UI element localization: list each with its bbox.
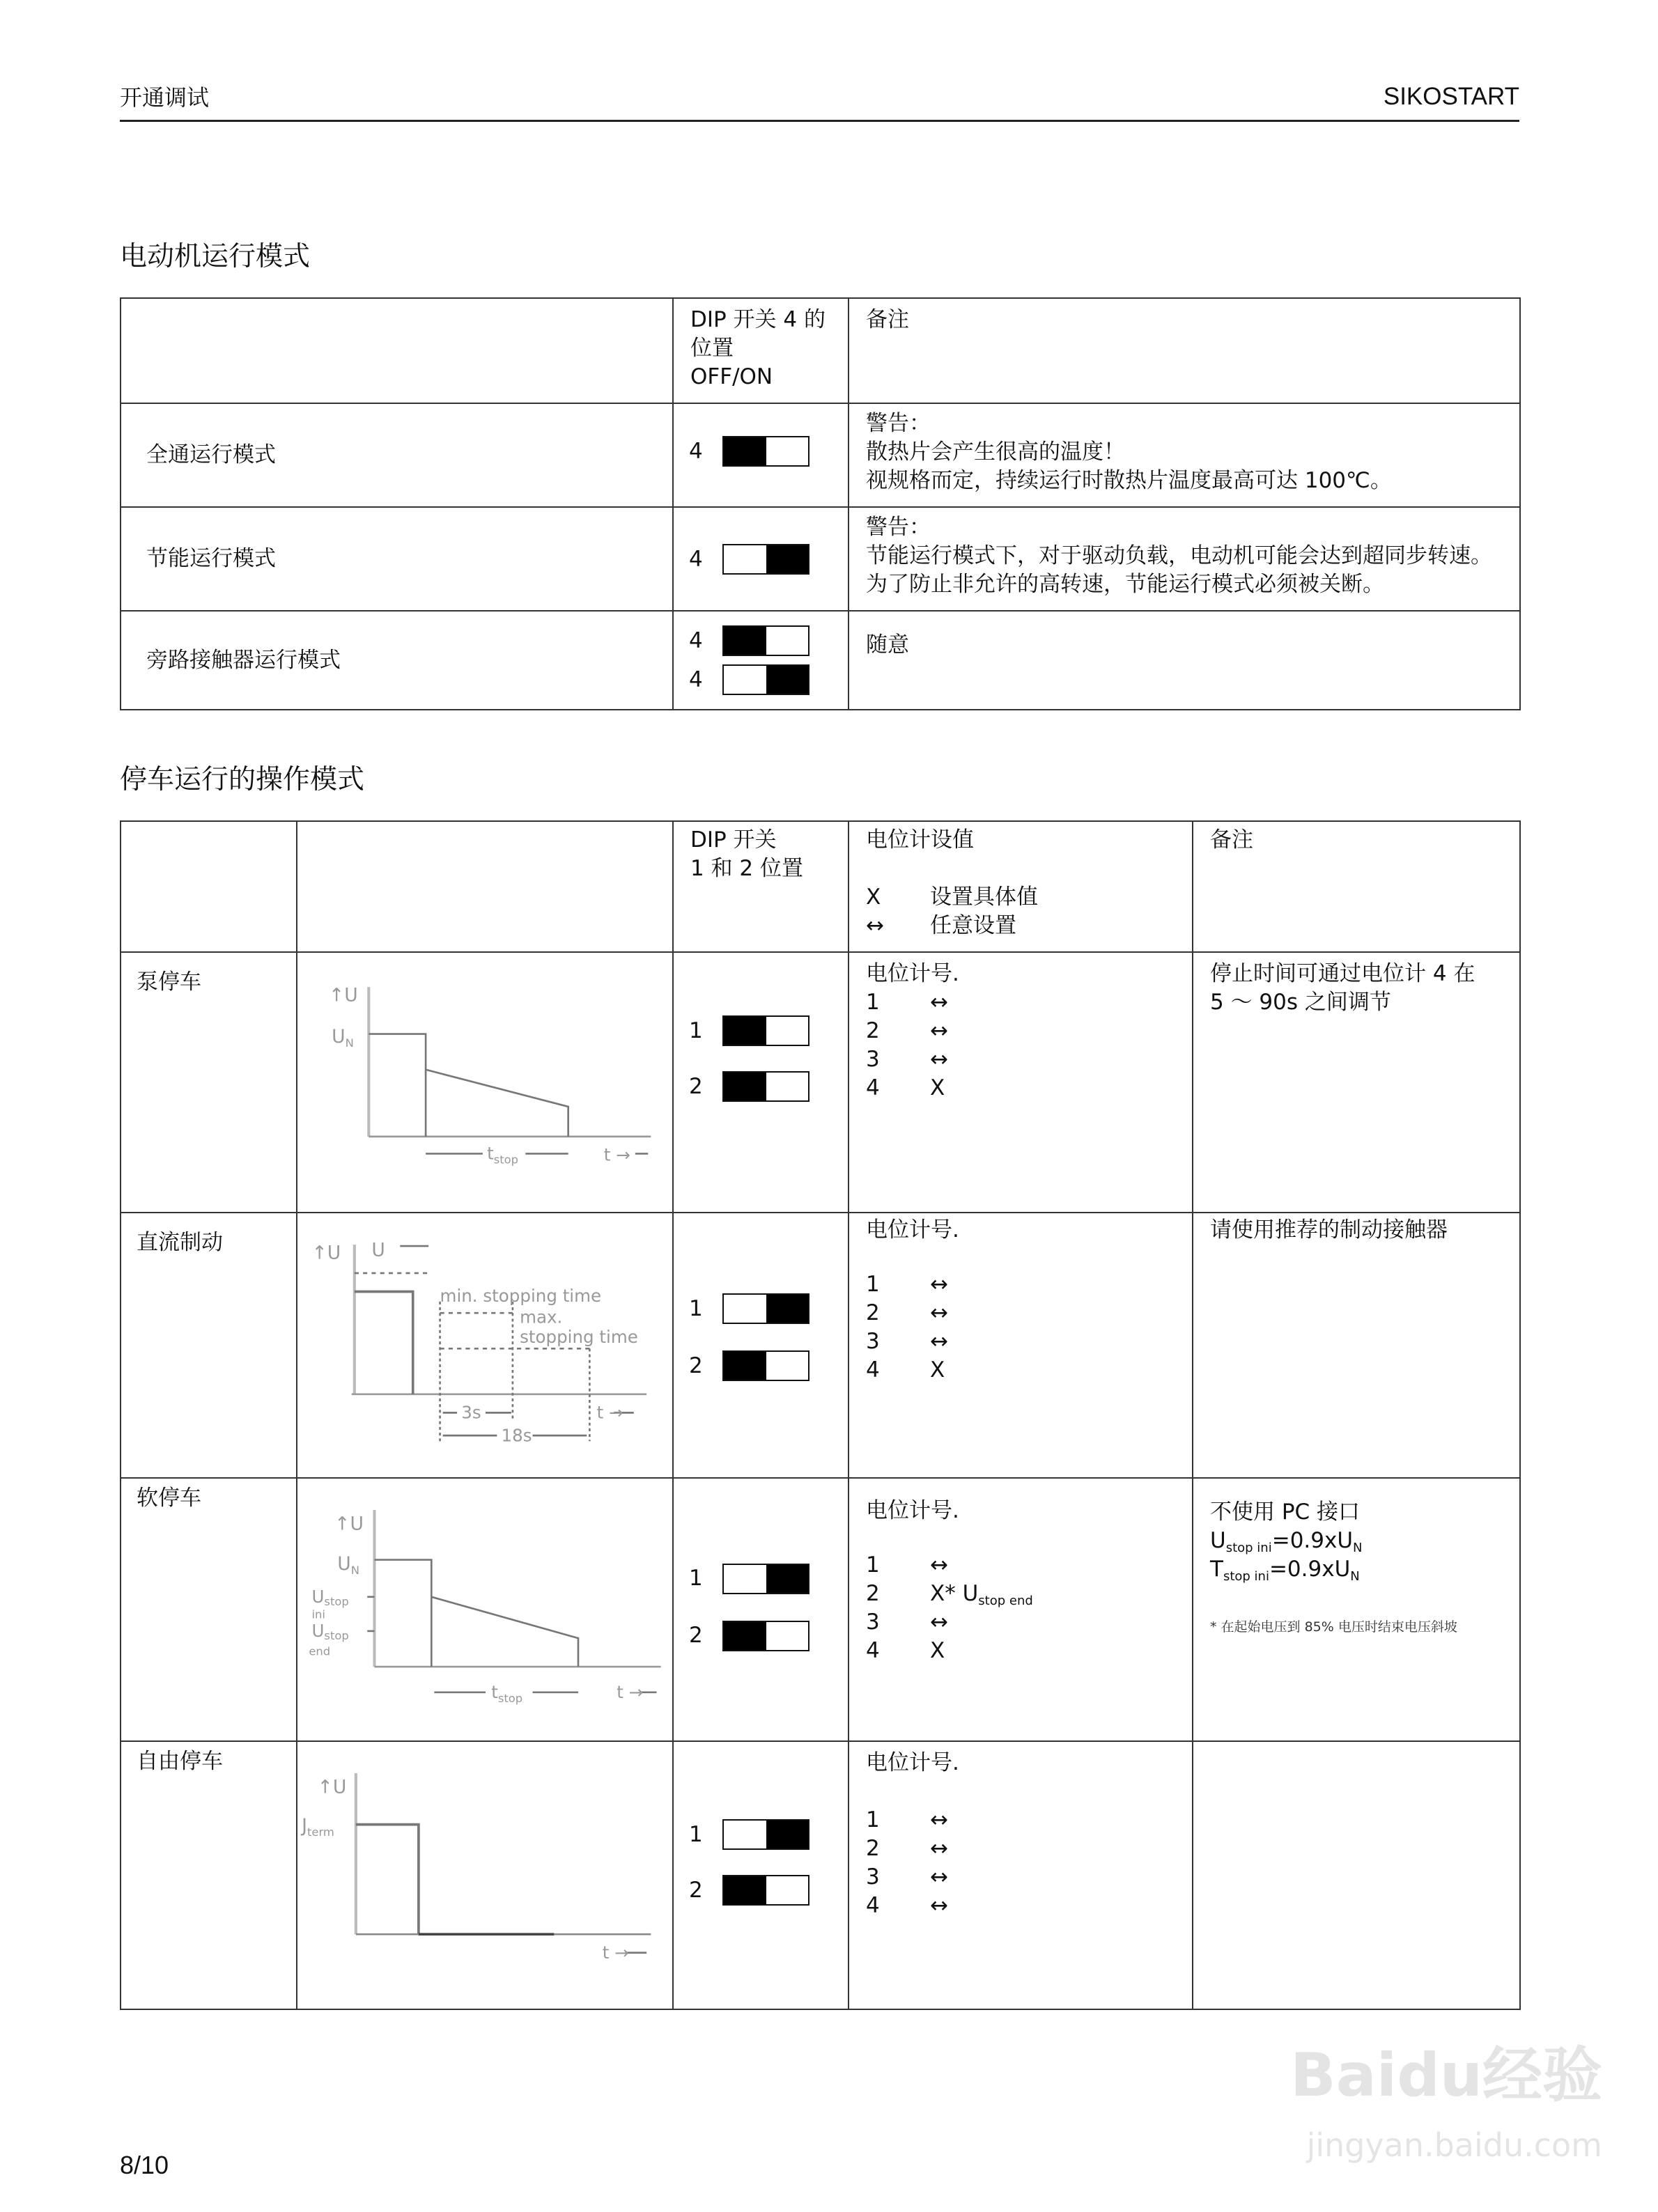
switch-number: 1 [689, 1566, 703, 1591]
pot-header: 电位计号. [866, 961, 959, 986]
switch-number: 1 [689, 1821, 703, 1847]
pot-item: 4 X [866, 1637, 945, 1663]
pot-cell [849, 1741, 1193, 2009]
switch-number: 2 [689, 1623, 703, 1649]
dip-header-line: 位置 [690, 336, 734, 361]
pot-item: 2 ↔ [866, 1300, 948, 1326]
axis-u-label: ↑U [311, 1242, 341, 1264]
pot-item: 3 ↔ [866, 1329, 948, 1355]
pot-item: 1 ↔ [866, 1552, 948, 1578]
dip-cell [673, 507, 849, 611]
mode-label: 节能运行模式 [121, 507, 673, 611]
free-stop-diagram [297, 1742, 672, 2009]
stop-mode-table [120, 820, 1521, 2010]
table-header-row [121, 821, 1520, 952]
dip-switch-1 [689, 1015, 809, 1046]
mode-label: 直流制动 [121, 1213, 297, 1477]
dip-cell [673, 403, 849, 507]
remark-header: 备注 [1193, 821, 1520, 952]
min-stopping-time-label: min. stopping time [440, 1286, 602, 1307]
header-divider [120, 120, 1519, 122]
remark-line: 散热片会产生很高的温度！ [866, 439, 1125, 465]
table-row [121, 1478, 1520, 1741]
legend-text: 设置具体值 [930, 885, 1038, 910]
remark-cell [849, 611, 1520, 710]
switch-number: 4 [689, 546, 703, 572]
pot-item: 2 ↔ [866, 1836, 948, 1862]
switch-number: 2 [689, 1877, 703, 1903]
header-chapter: 开通调试 [120, 84, 210, 111]
legend-item [866, 883, 1175, 912]
dip-switch-1 [689, 1293, 809, 1324]
dip-switch-1 [689, 1564, 809, 1594]
table-row [121, 611, 1520, 710]
dip-switch-2 [689, 1875, 809, 1906]
pump-stop-diagram [297, 953, 672, 1212]
remark-cell [849, 507, 1520, 611]
pot-item: 1 ↔ [866, 1272, 948, 1298]
ustop-ini-formula: $U_{stop ini}=0.9xU_N$ [1210, 1527, 1363, 1555]
table-header-row [121, 298, 1520, 403]
remark-line: 视规格而定，持续运行时散热片温度最高可达 100℃。 [866, 468, 1392, 493]
empty-cell [121, 821, 297, 952]
ustop-ini-label: Ustop [311, 1586, 349, 1608]
dip-header-line: OFF/ON [690, 364, 773, 389]
diagram-cell [297, 1213, 673, 1477]
pot-cell [849, 1213, 1193, 1477]
switch-number: 4 [689, 438, 703, 464]
legend-symbol: ↔ [866, 913, 884, 938]
table-row [121, 952, 1520, 1213]
pot-cell [849, 952, 1193, 1213]
diagram-cell [297, 1478, 673, 1741]
remark-cell [1193, 1213, 1520, 1477]
u-label: U [371, 1239, 385, 1261]
dip-switch [689, 625, 809, 656]
switch-number: 2 [689, 1353, 703, 1378]
pot-item: 2 X* $U_{stop end}$ [866, 1580, 1033, 1608]
pot-item: 3 ↔ [866, 1047, 948, 1072]
table-row [121, 1741, 1520, 2009]
dip-header [673, 298, 849, 403]
dip-cell [673, 1478, 849, 1741]
table-row [121, 1213, 1520, 1477]
remark-cell [1193, 1741, 1520, 2009]
remark-cell [849, 403, 1520, 507]
un-label: $U_N$ [332, 1025, 354, 1050]
pot-item: 4 ↔ [866, 1893, 948, 1919]
dip-header-line: DIP 开关 [690, 827, 777, 852]
mode-label: 旁路接触器运行模式 [121, 611, 673, 710]
remark-line: 停止时间可通过电位计 4 在 [1210, 961, 1475, 986]
switch-number: 4 [689, 667, 703, 692]
mode-label: 自由停车 [121, 1741, 297, 2009]
switch-number: 1 [689, 1295, 703, 1321]
pot-item: 3 ↔ [866, 1864, 948, 1890]
pot-item: 1 ↔ [866, 990, 948, 1015]
empty-cell [121, 298, 673, 403]
dip-switch [689, 664, 809, 695]
empty-cell [297, 821, 673, 952]
un-label: $U_N$ [337, 1552, 359, 1577]
section2-title: 停车运行的操作模式 [120, 764, 365, 795]
dip-switch-2 [689, 1350, 809, 1381]
diagram-cell [297, 952, 673, 1213]
soft-stop-diagram [297, 1479, 672, 1740]
dip-cell [673, 1213, 849, 1477]
jterm-label: $J_{term}$ [302, 1814, 334, 1839]
remark-line: 请使用推荐的制动接触器 [1210, 1217, 1448, 1243]
dip-header-line: 1 和 2 位置 [690, 856, 804, 881]
dip-cell [673, 952, 849, 1213]
remark-line: 警告： [866, 411, 931, 436]
pot-item: 3 ↔ [866, 1609, 948, 1635]
tstop-ini-formula: $T_{stop ini}=0.9xU_N$ [1210, 1556, 1360, 1584]
time-axis-label: t → [617, 1681, 644, 1702]
switch-number: 4 [689, 628, 703, 653]
remark-line: 随意 [866, 632, 909, 657]
watermark-url: jingyan.baidu.com [1306, 2126, 1602, 2164]
dip-header-line: DIP 开关 4 的 [690, 307, 826, 332]
axis-u-label: ↑U [334, 1513, 364, 1535]
dip-switch-1 [689, 1819, 809, 1850]
dip-switch [689, 436, 809, 467]
time-axis-label: t → [603, 1144, 630, 1165]
remark-line: 不使用 PC 接口 [1210, 1499, 1361, 1525]
remark-line: 为了防止非允许的高转速，节能运行模式必须被关断。 [866, 572, 1384, 597]
mode-label: 泵停车 [121, 952, 297, 1213]
pot-item: 4 X [866, 1075, 945, 1100]
remark-cell [1193, 952, 1520, 1213]
dip-cell [673, 1741, 849, 2009]
remark-header: 备注 [849, 298, 1520, 403]
dip-switch-2 [689, 1071, 809, 1102]
mode-label: 全通运行模式 [121, 403, 673, 507]
remark-line: 节能运行模式下，对于驱动负载，电动机可能会达到超同步转速。 [866, 543, 1492, 568]
pot-header [849, 821, 1193, 952]
switch-number: 1 [689, 1018, 703, 1043]
pot-header-title: 电位计设值 [866, 827, 974, 852]
axis-u-label: ↑U [317, 1776, 347, 1798]
pot-header: 电位计号. [866, 1217, 959, 1243]
remark-line: 5 ～ 90s 之间调节 [1210, 990, 1391, 1015]
mode-label: 软停车 [121, 1478, 297, 1741]
header-product: SIKOSTART [1383, 83, 1519, 110]
diagram-cell [297, 1741, 673, 2009]
dip-switch-2 [689, 1621, 809, 1651]
pot-header: 电位计号. [866, 1750, 959, 1776]
dip-switch [689, 544, 809, 575]
time-axis-label: t → [596, 1402, 623, 1423]
dip-cell [673, 611, 849, 710]
section1-title: 电动机运行模式 [120, 241, 311, 272]
legend-item [866, 912, 1175, 940]
remark-line: 警告： [866, 515, 931, 540]
pot-item: 2 ↔ [866, 1018, 948, 1043]
ustop-end-label: Ustop [311, 1620, 349, 1642]
table-row [121, 507, 1520, 611]
18s-label: 18s [501, 1425, 532, 1446]
legend-text: 任意设置 [930, 913, 1016, 938]
pot-item: 1 ↔ [866, 1807, 948, 1833]
ini-label: ini [311, 1607, 325, 1621]
end-label: end [309, 1644, 331, 1658]
page-number: 8/10 [120, 2151, 169, 2179]
footnote: * 在起始电压到 85% 电压时结束电压斜坡 [1210, 1619, 1457, 1635]
dc-brake-diagram [297, 1213, 672, 1477]
pot-item: 4 X [866, 1357, 945, 1383]
switch-number: 2 [689, 1073, 703, 1099]
tstop-label: $t_{stop}$ [491, 1681, 523, 1705]
tstop-label: $t_{stop}$ [487, 1143, 519, 1167]
motor-mode-table [120, 297, 1521, 710]
dip-header [673, 821, 849, 952]
pot-cell [849, 1478, 1193, 1741]
watermark-logo: Baidu经验 [1290, 2041, 1602, 2110]
max-stopping-time-label: stopping time [520, 1327, 638, 1348]
remark-cell [1193, 1478, 1520, 1741]
time-axis-label: t → [602, 1942, 629, 1963]
legend-symbol: X [866, 885, 881, 910]
3s-label: 3s [461, 1402, 481, 1423]
axis-u-label: ↑U [329, 984, 358, 1006]
table-row [121, 403, 1520, 507]
max-label: max. [520, 1307, 563, 1327]
pot-header: 电位计号. [866, 1497, 959, 1523]
